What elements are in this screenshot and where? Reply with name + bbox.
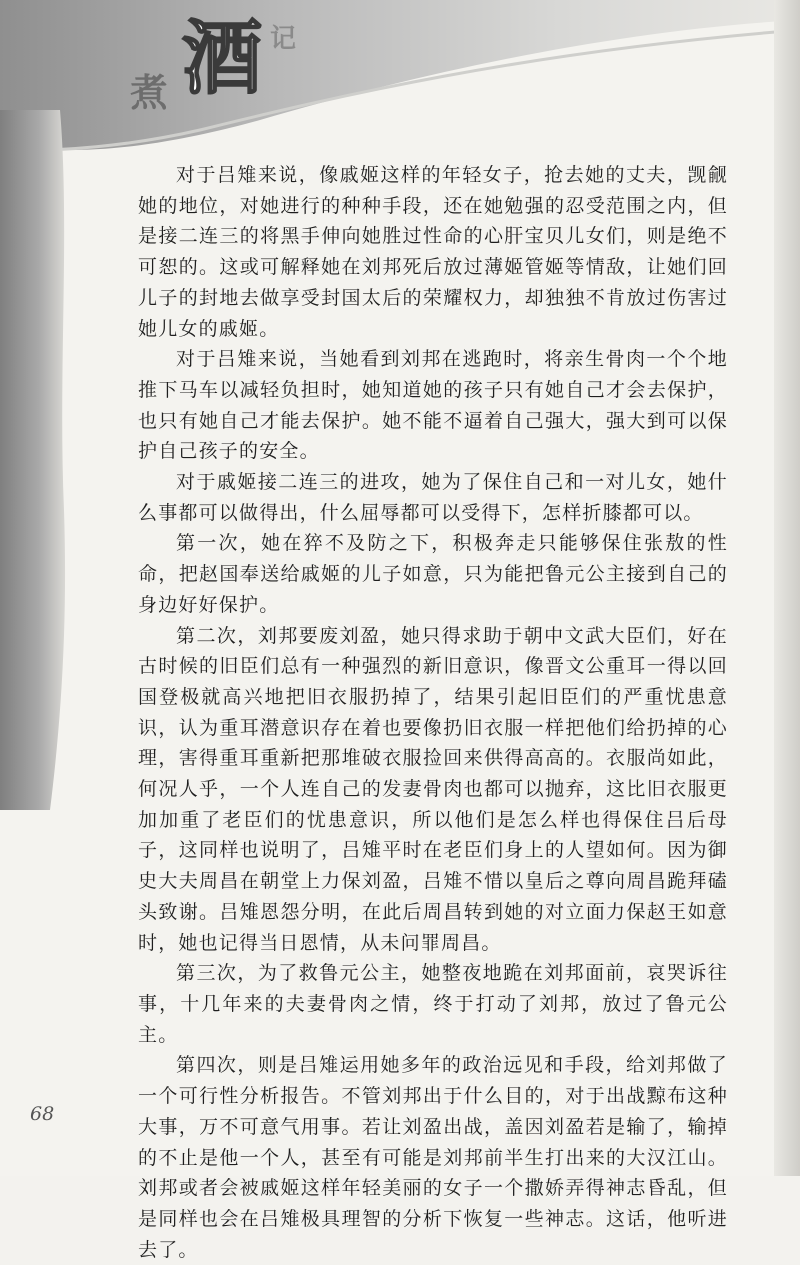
title-prefix: 煮 [130,70,169,115]
paragraph: 对于吕雉来说，像戚姬这样的年轻女子，抢去她的丈夫，觊觎她的地位，对她进行的种种手段，还在她勉强的忍受范围之内，但是接二连三的将黑手伸向她胜过性命的心肝宝贝儿女们，则是绝不可恕的。这或可解释她在刘邦死后放过薄姬管姬等情敌，让她们回儿子的封地去做享受封国太后的荣耀权力，却独独不肯放过伤害过她儿女的戚姬。 [138,164,728,340]
paragraph: 第三次，为了救鲁元公主，她整夜地跪在刘邦面前，哀哭诉往事，十几年来的夫妻骨肉之情，终于打动了刘邦，放过了鲁元公主。 [138,962,728,1046]
title-main-character: 酒 [182,11,262,105]
page-number: 68 [30,1103,55,1125]
paragraph: 对于戚姬接二连三的进攻，她为了保住自己和一对儿女，她什么事都可以做得出，什么屈辱都可以受得下，怎样折膝都可以。 [138,471,728,524]
page-edge-shadow [774,0,800,1176]
title-suffix: 记 [270,24,297,54]
body-text [138,160,728,1265]
paragraph: 第一次，她在猝不及防之下，积极奔走只能够保住张敖的性命，把赵国奉送给戚姬的儿子如意，只为能把鲁元公主接到自己的身边好好保护。 [138,532,728,616]
paragraph: 第四次，则是吕雉运用她多年的政治远见和手段，给刘邦做了一个可行性分析报告。不管刘邦出于什么目的，对于出战黥布这种大事，万不可意气用事。若让刘盈出战，盖因刘盈若是输了，输掉的不止是他一个人，甚至有可能是刘邦前半生打出来的大汉江山。刘邦或者会被戚姬这样年轻美丽的女子一个撒娇弄得神志昏乱，但是同样也会在吕雉极具理智的分析下恢复一些神志。这话，他听进去了。 [138,1054,728,1261]
chapter-title [130,11,330,128]
paragraph: 对于吕雉来说，当她看到刘邦在逃跑时，将亲生骨肉一个个地推下马车以减轻负担时，她知道她的孩子只有她自己才会去保护，也只有她自己才能去保护。她不能不逼着自己强大，强大到可以保护自己孩子的安全。 [138,348,728,463]
left-margin-decoration [0,110,72,810]
paragraph: 第二次，刘邦要废刘盈，她只得求助于朝中文武大臣们，好在古时候的旧臣们总有一种强烈的新旧意识，像晋文公重耳一得以回国登极就高兴地把旧衣服扔掉了，结果引起旧臣们的严重忧患意识，认为重耳潜意识存在着也要像扔旧衣服一样把他们给扔掉的心理，害得重耳重新把那堆破衣服捡回来供得高高的。衣服尚如此，何况人乎，一个人连自己的发妻骨肉也都可以抛弃，这比旧衣服更加加重了老臣们的忧患意识，所以他们是怎么样也得保住吕后母子，这同样也说明了，吕雉平时在老臣们身上的人望如何。因为御史大夫周昌在朝堂上力保刘盈，吕雉不惜以皇后之尊向周昌跪拜磕头致谢。吕雉恩怨分明，在此后周昌转到她的对立面力保赵王如意时，她也记得当日恩情，从未问罪周昌。 [138,624,728,954]
